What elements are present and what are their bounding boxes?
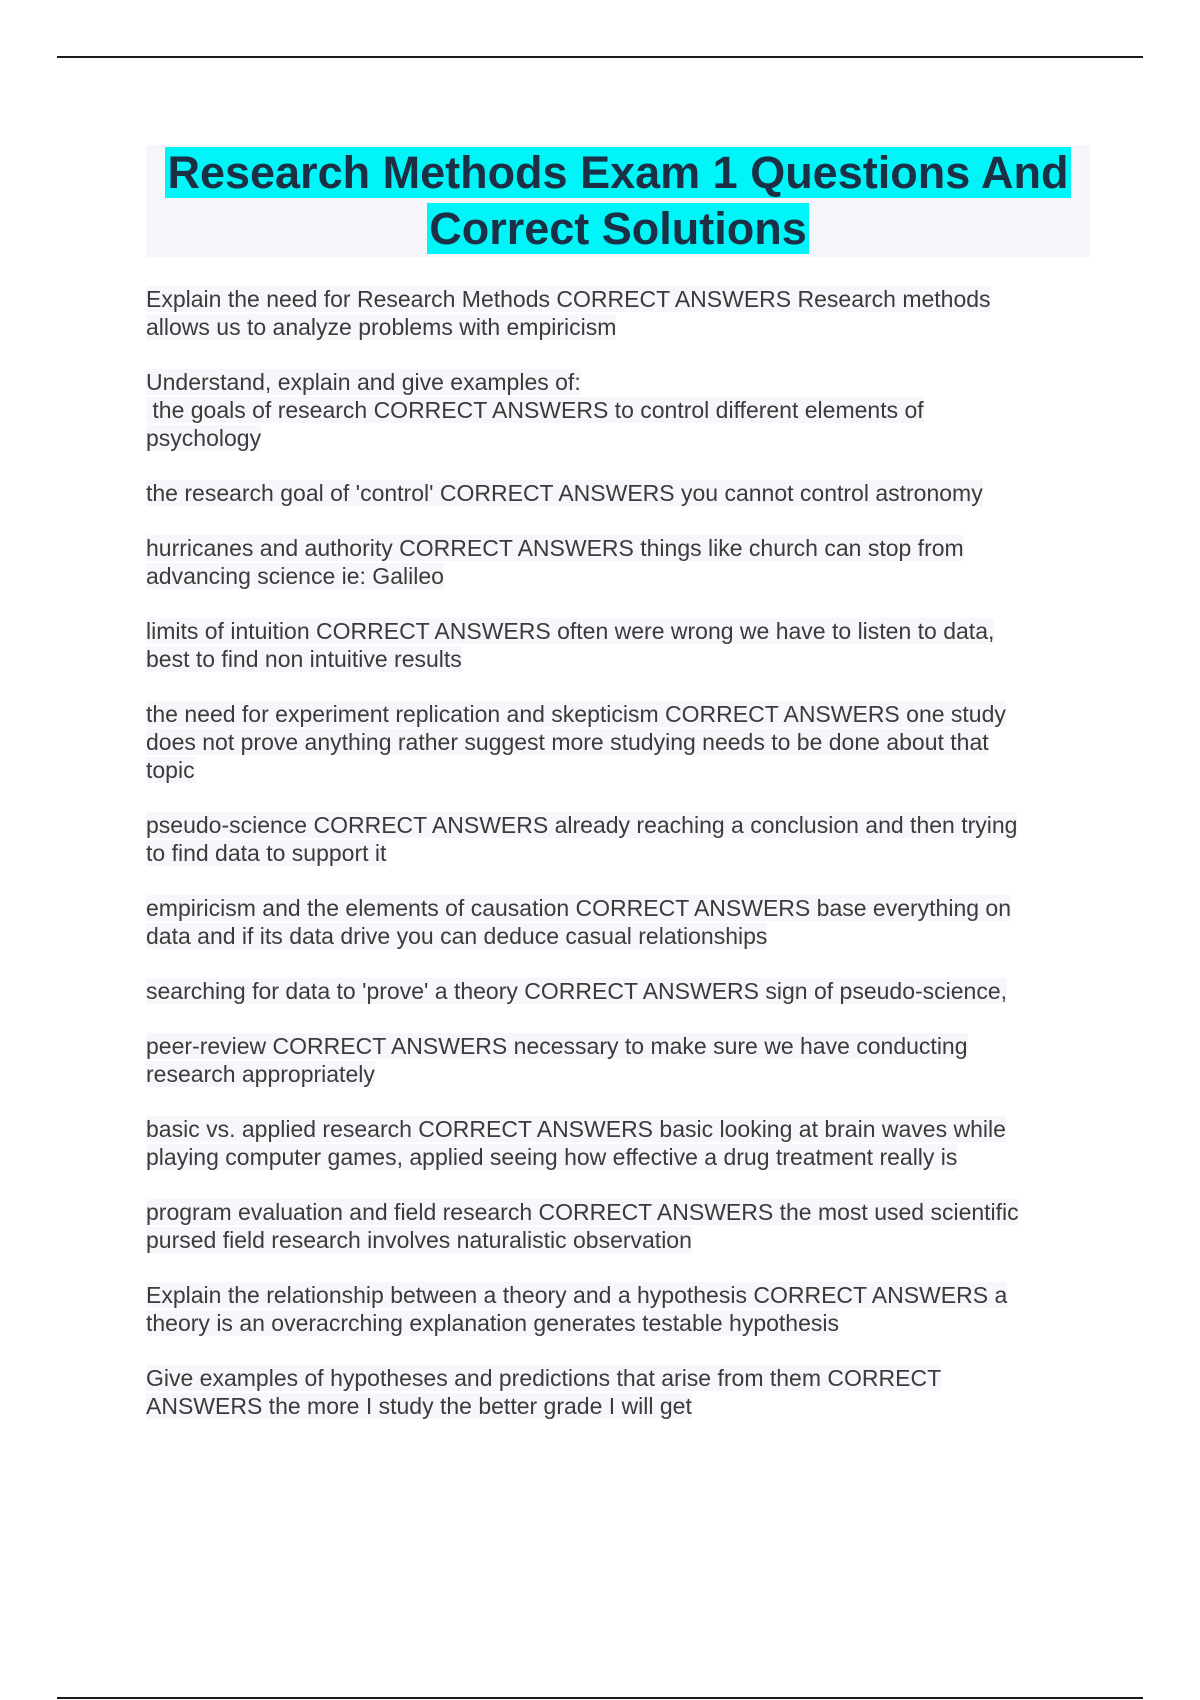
qa-item: [146, 811, 1090, 867]
qa-item: [146, 617, 1090, 673]
qa-item: [146, 479, 1090, 507]
qa-item: [146, 1115, 1090, 1171]
qa-text: Explain the relationship between a theory and a hypothesis CORRECT ANSWERS a theory is an overacrching explanation generates testable hypothesis: [146, 1282, 1008, 1336]
qa-item: [146, 700, 1090, 784]
qa-item: [146, 1198, 1090, 1254]
qa-text: empiricism and the elements of causation CORRECT ANSWERS base everything on data and if its data drive you can deduce casual relationships: [146, 895, 1012, 949]
qa-text: Give examples of hypotheses and predictions that arise from them CORRECT ANSWERS the more I study the better grade I will get: [146, 1365, 942, 1419]
qa-item: [146, 285, 1090, 341]
qa-text: the research goal of 'control' CORRECT ANSWERS you cannot control astronomy: [146, 480, 983, 506]
qa-item: [146, 368, 1090, 452]
qa-text: hurricanes and authority CORRECT ANSWERS things like church can stop from advancing science ie: Galileo: [146, 535, 964, 589]
qa-item: [146, 1032, 1090, 1088]
qa-item: [146, 977, 1090, 1005]
qa-item: [146, 894, 1090, 950]
qa-item: [146, 534, 1090, 590]
qa-item: [146, 1281, 1090, 1337]
qa-text: program evaluation and field research CORRECT ANSWERS the most used scientific pursed field research involves naturalistic observation: [146, 1199, 1019, 1253]
qa-text: Understand, explain and give examples of: the goals of research CORRECT ANSWERS to control different elements of psychology: [146, 369, 924, 451]
qa-list: [146, 285, 1090, 1420]
qa-text: basic vs. applied research CORRECT ANSWERS basic looking at brain waves while playing computer games, applied seeing how effective a drug treatment really is: [146, 1116, 1006, 1170]
qa-text: Explain the need for Research Methods CORRECT ANSWERS Research methods allows us to analyze problems with empiricism: [146, 286, 991, 340]
qa-item: [146, 1364, 1090, 1420]
document-body: [146, 145, 1090, 1447]
qa-text: pseudo-science CORRECT ANSWERS already reaching a conclusion and then trying to find data to support it: [146, 812, 1018, 866]
bottom-divider: [57, 1697, 1143, 1699]
qa-text: searching for data to 'prove' a theory CORRECT ANSWERS sign of pseudo-science,: [146, 978, 1008, 1004]
qa-text: limits of intuition CORRECT ANSWERS often were wrong we have to listen to data, best to find non intuitive results: [146, 618, 995, 672]
title-block: [146, 145, 1090, 257]
document-title: Research Methods Exam 1 Questions And Correct Solutions: [167, 147, 1069, 254]
qa-text: the need for experiment replication and skepticism CORRECT ANSWERS one study does not prove anything rather suggest more studying needs to be done about that topic: [146, 701, 1006, 783]
qa-text: peer-review CORRECT ANSWERS necessary to make sure we have conducting research appropriately: [146, 1033, 968, 1087]
top-divider: [57, 56, 1143, 58]
